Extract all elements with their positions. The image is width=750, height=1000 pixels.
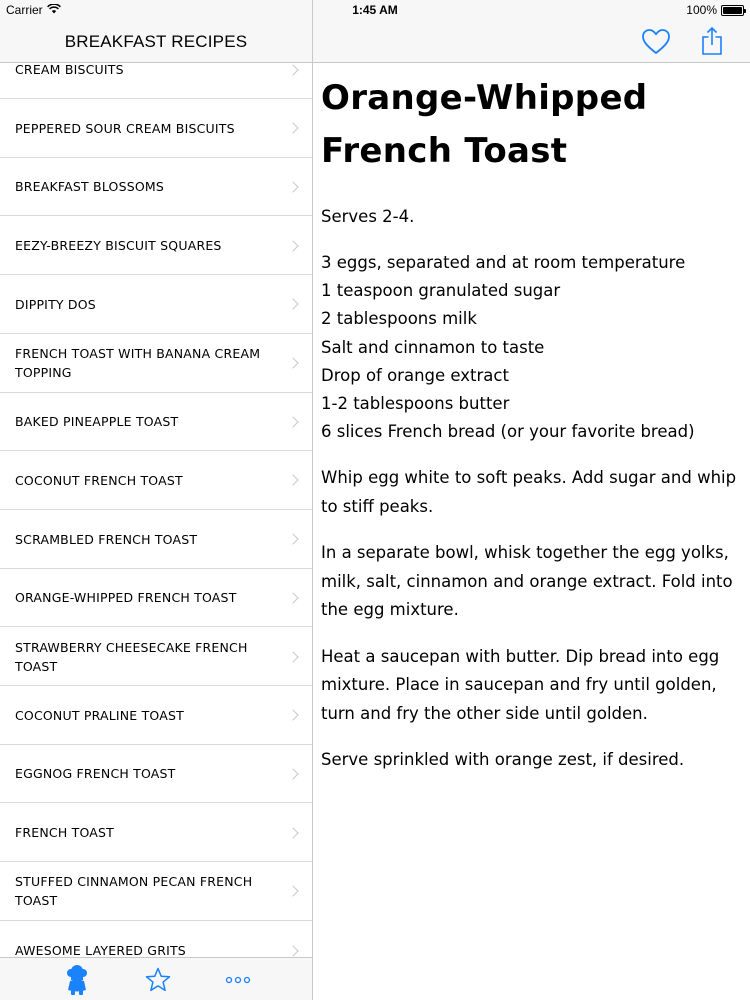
ingredient-item: 1-2 tablespoons butter <box>321 394 510 414</box>
recipe-title-line2: French Toast <box>321 131 568 171</box>
recipe-list-item[interactable] <box>0 922 312 958</box>
recipe-step: Whip egg white to soft peaks. Add sugar and whip to stiff peaks. <box>321 468 737 516</box>
chevron-right-icon <box>287 299 298 310</box>
recipe-list-item[interactable] <box>0 335 312 393</box>
recipe-list-item[interactable] <box>0 628 312 686</box>
ingredient-item: 1 teaspoon granulated sugar <box>321 281 561 301</box>
chevron-right-icon <box>287 768 298 779</box>
recipe-list[interactable] <box>0 63 312 957</box>
chevron-right-icon <box>287 240 298 251</box>
recipe-list-item-label: CREAM BISCUITS <box>15 63 124 77</box>
detail-nav-bar <box>313 20 750 63</box>
chevron-right-icon <box>287 357 298 368</box>
recipe-list-item-label: PEPPERED SOUR CREAM BISCUITS <box>15 120 235 136</box>
sidebar-nav-bar <box>0 20 312 63</box>
share-icon <box>701 26 723 56</box>
recipe-list-item[interactable] <box>0 217 312 275</box>
sidebar <box>0 0 313 1000</box>
chevron-right-icon <box>287 416 298 427</box>
ingredient-list <box>321 249 741 446</box>
chevron-right-icon <box>287 945 298 956</box>
chevron-right-icon <box>287 475 298 486</box>
status-time: 1:45 AM <box>352 3 398 17</box>
recipe-list-item-label: FRENCH TOAST <box>15 825 115 841</box>
chevron-right-icon <box>287 181 298 192</box>
recipe-list-item-label: EEZY-BREEZY BISCUIT SQUARES <box>15 238 222 254</box>
recipe-list-item-label: STUFFED CINNAMON PECAN FRENCH TOAST <box>15 874 253 909</box>
ingredient-item: Salt and cinnamon to taste <box>321 337 545 357</box>
chevron-right-icon <box>287 886 298 897</box>
recipe-step: Heat a saucepan with butter. Dip bread into egg mixture. Place in saucepan and fry until golden, turn and fry the other side until golden. <box>321 646 720 723</box>
recipe-list-item-label: FRENCH TOAST WITH BANANA CREAM TOPPING <box>15 346 261 380</box>
recipe-list-item-label: DIPPITY DOS <box>15 296 96 312</box>
recipe-title-line1: Orange-Whipped <box>321 78 648 118</box>
recipe-list-item-label: AWESOME LAYERED GRITS <box>15 943 186 957</box>
recipe-list-item-label: EGGNOG FRENCH TOAST <box>15 766 176 782</box>
recipe-list-item[interactable] <box>0 276 312 334</box>
recipe-list-item[interactable] <box>0 863 312 921</box>
recipe-list-item-label: SCRAMBLED FRENCH TOAST <box>15 531 198 547</box>
carrier-label: Carrier <box>6 3 43 17</box>
chevron-right-icon <box>287 533 298 544</box>
recipe-list-item-label: COCONUT PRALINE TOAST <box>15 707 184 723</box>
chevron-right-icon <box>287 123 298 134</box>
recipe-list-item[interactable] <box>0 511 312 569</box>
chevron-right-icon <box>287 710 298 721</box>
recipe-list-item-label: BREAKFAST BLOSSOMS <box>15 179 165 195</box>
ingredient-item: 6 slices French bread (or your favorite bread) <box>321 422 695 442</box>
recipe-list-item-label: STRAWBERRY CHEESECAKE FRENCH TOAST <box>15 639 248 674</box>
chevron-right-icon <box>287 827 298 838</box>
tab-favorites[interactable] <box>138 958 178 1000</box>
tab-recipes[interactable] <box>57 958 97 1000</box>
recipe-list-item[interactable] <box>0 687 312 745</box>
share-button[interactable] <box>695 24 729 58</box>
battery-percent: 100% <box>686 3 717 17</box>
recipe-detail <box>321 72 741 775</box>
recipe-serves: Serves 2-4. <box>321 207 415 226</box>
heart-icon <box>641 28 671 55</box>
recipe-list-item-label: BAKED PINEAPPLE TOAST <box>15 414 179 430</box>
recipe-step: Serve sprinkled with orange zest, if desired. <box>321 750 685 770</box>
recipe-title <box>321 72 741 178</box>
favorite-button[interactable] <box>639 24 673 58</box>
recipe-list-item-label: COCONUT FRENCH TOAST <box>15 472 183 488</box>
recipe-list-item[interactable] <box>0 745 312 803</box>
star-icon <box>145 967 171 992</box>
ingredient-item: Drop of orange extract <box>321 365 509 385</box>
recipe-step: In a separate bowl, whisk together the egg yolks, milk, salt, cinnamon and orange extract. Fold into the egg mixture. <box>321 543 733 620</box>
battery-icon <box>721 5 744 16</box>
ingredient-item: 3 eggs, separated and at room temperature <box>321 253 686 272</box>
tab-bar <box>0 957 312 1000</box>
sidebar-title: BREAKFAST RECIPES <box>64 32 248 51</box>
tab-more[interactable] <box>218 958 258 1000</box>
chevron-right-icon <box>287 651 298 662</box>
recipe-list-item[interactable] <box>0 804 312 862</box>
recipe-list-item[interactable] <box>0 393 312 451</box>
recipe-list-item-label: ORANGE-WHIPPED FRENCH TOAST <box>15 590 237 606</box>
chef-icon <box>64 964 90 996</box>
recipe-list-item[interactable] <box>0 158 312 216</box>
more-icon <box>225 976 251 984</box>
recipe-list-item[interactable] <box>0 100 312 158</box>
recipe-list-item[interactable] <box>0 452 312 510</box>
chevron-right-icon <box>287 64 298 75</box>
ingredient-item: 2 tablespoons milk <box>321 309 477 329</box>
chevron-right-icon <box>287 592 298 603</box>
recipe-list-item[interactable] <box>0 569 312 627</box>
status-right <box>686 3 744 17</box>
recipe-list-item[interactable] <box>0 63 312 99</box>
